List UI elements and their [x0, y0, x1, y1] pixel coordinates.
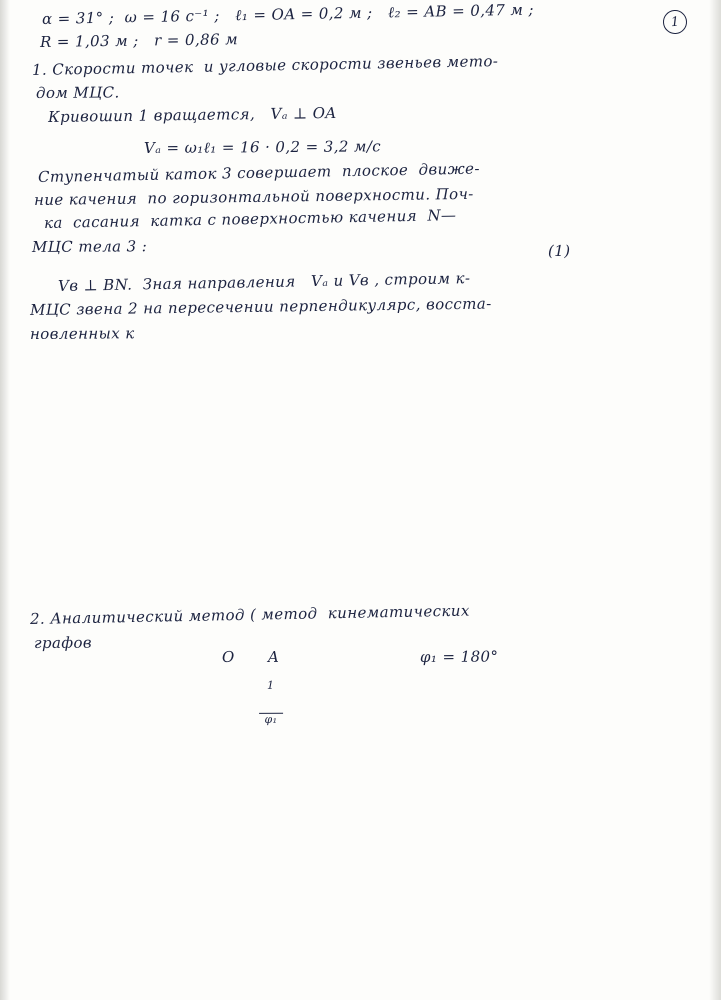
text-line-9: ка сасания катка с поверхностью качения N— — [43, 206, 457, 232]
text-line-16: графов — [33, 633, 93, 652]
fraction — [259, 658, 283, 747]
text-line-4: дом МЦС. — [35, 83, 120, 102]
angle-phi1-value: φ₁ = 180° — [419, 647, 499, 666]
equation-number: (1) — [547, 241, 571, 260]
text-line-3: 1. Скорости точек и угловые скорости звеньев мето- — [31, 52, 499, 79]
text-line-13: МЦС звена 2 на пересечении перпендикулярс, восста- — [29, 294, 492, 319]
text-line-2: R = 1,03 м ; r = 0,86 м — [39, 30, 239, 51]
text-line-8: ние качения по горизонтальной поверхности. Поч- — [33, 184, 474, 209]
text-line-15: 2. Аналитический метод ( метод кинематических — [29, 601, 470, 628]
text-line-10: МЦС тела 3 : — [31, 237, 148, 256]
page-number-badge: 1 — [662, 9, 688, 35]
text-line-12: Vв ⊥ BN. Зная направления Vₐ и Vв , строим к- — [57, 269, 471, 295]
text-line-6: Vₐ = ω₁ℓ₁ = 16 · 0,2 = 3,2 м/с — [143, 137, 382, 157]
text-line-14: новленных к — [29, 324, 135, 343]
graph-node-o: O — [221, 647, 235, 666]
text-line-7: Ступенчатый каток 3 совершает плоское движе- — [37, 159, 481, 186]
fraction-denominator: φ₁ — [259, 713, 282, 725]
fraction-numerator: 1 — [266, 678, 275, 692]
graph-node-a: A — [267, 647, 280, 666]
text-line-5: Кривошип 1 вращается, Vₐ ⊥ OA — [47, 103, 337, 126]
text-line-1: α = 31° ; ω = 16 c⁻¹ ; ℓ₁ = OA = 0,2 м ; ℓ₂ = AB = 0,47 м ; — [41, 0, 535, 28]
